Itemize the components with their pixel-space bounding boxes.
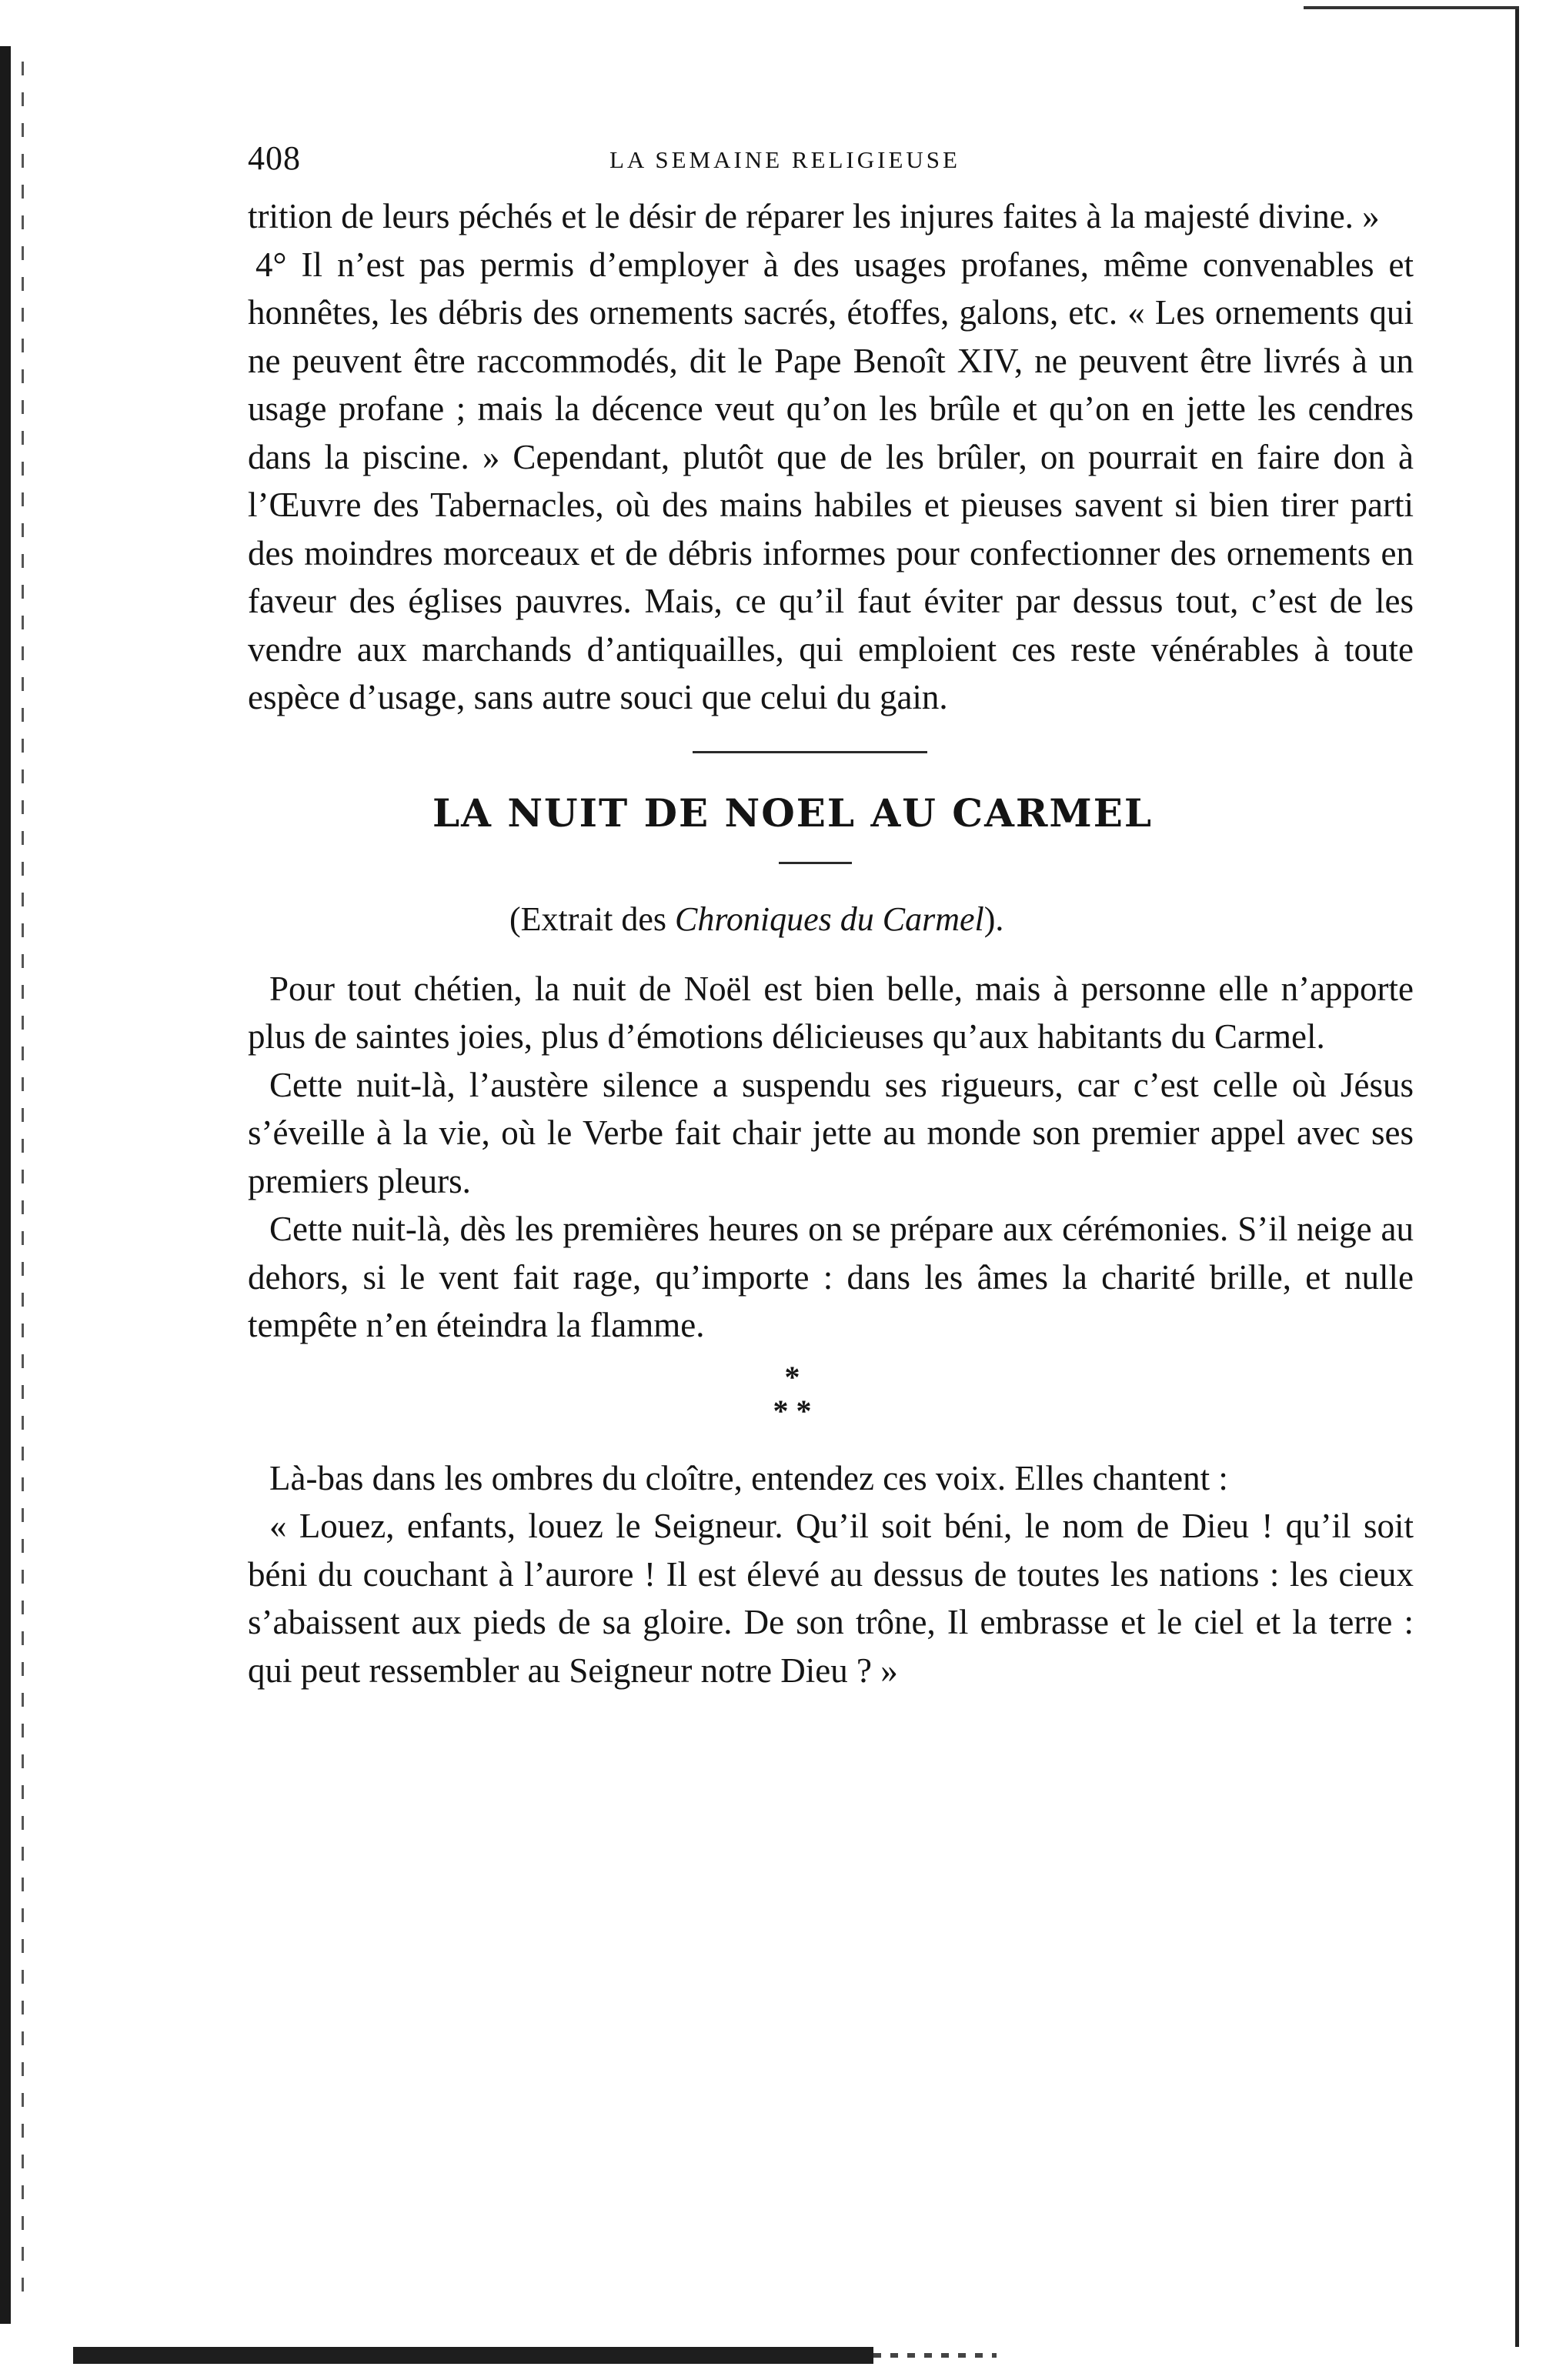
- scan-left-guide: [22, 62, 24, 2293]
- article-paragraph-3: Cette nuit-là, dès les premières heures on se prépare aux cérémonies. S’il neige au dehors, si le vent fait rage, qu’importe : dans les âmes la charité brille, et nulle tempête n’en éteindra la flamme.: [248, 1210, 1414, 1344]
- section-divider: [693, 751, 927, 753]
- article-quote: « Louez, enfants, louez le Seigneur. Qu’il soit béni, le nom de Dieu ! qu’il soit béni du couchant à l’aurore ! Il est élevé au dessus de toutes les nations : les cieux s’abaissent aux pieds de sa gloire. De son trône, Il embrasse et le ciel et la terre : qui peut ressembler au Seigneur notre Dieu ? »: [248, 1507, 1414, 1690]
- rule-paragraph-4: 4° Il n’est pas permis d’employer à des usages profanes, même convenables et honnêtes, les débris des ornements sacrés, étoffes, galons, etc. « Les ornements qui ne peuvent être raccommodés, dit le Pape Benoît XIV, ne peuvent être livrés à un usage profane ; mais la décence veut qu’on les brûle et qu’on en jette les cendres dans la piscine. » Cependant, plutôt que de les brûler, on pourrait en faire don à l’Œuvre des Tabernacles, où des mains habiles et pieuses savent si bien tirer parti des moindres morceaux et de débris informes pour confectionner des ornements en faveur des églises pauvres. Mais, ce qu’il faut éviter par dessus tout, c’est de les vendre aux marchands d’antiquailles, qui emploient ces reste vénérables à toute espèce d’usage, sans autre souci que celui du gain.: [248, 245, 1414, 716]
- scan-right-edge: [1515, 8, 1519, 2347]
- title-divider: [779, 862, 852, 864]
- subtitle-prefix: (Extrait des: [509, 900, 676, 938]
- article-title: LA NUIT DE NOEL AU CARMEL: [432, 789, 1154, 836]
- asterism: [209, 1360, 1375, 1428]
- subtitle-suffix: ).: [983, 900, 1004, 938]
- scan-top-edge: [1304, 6, 1519, 9]
- article-paragraph-4: Là-bas dans les ombres du cloître, entendez ces voix. Elles chantent :: [269, 1458, 1228, 1497]
- continued-paragraph: trition de leurs péchés et le désir de réparer les injures faites à la majesté divine. »: [248, 197, 1380, 235]
- scan-left-edge: [0, 46, 11, 2324]
- running-title: LA SEMAINE RELIGIEUSE: [609, 146, 960, 173]
- document-page: [248, 139, 1414, 1694]
- asterism-top: *: [784, 1359, 800, 1394]
- page-header: [248, 139, 1414, 192]
- article-paragraph-2: Cette nuit-là, l’austère silence a suspendu ses rigueurs, car c’est celle où Jésus s’éveille à la vie, où le Verbe fait chair jette au monde son premier appel avec ses premiers pleurs.: [248, 1065, 1414, 1200]
- page-number: 408: [248, 139, 301, 177]
- article-paragraph-1: Pour tout chétien, la nuit de Noël est bien belle, mais à personne elle n’apporte plus de saintes joies, plus d’émotions délicieuses qu’aux habitants du Carmel.: [248, 969, 1414, 1056]
- subtitle-source: Chroniques du Carmel: [675, 900, 984, 938]
- asterism-bottom: * *: [773, 1393, 812, 1428]
- article-subtitle: [509, 900, 1414, 939]
- scan-bottom-edge: [73, 2347, 873, 2364]
- scan-bottom-fade: [873, 2353, 997, 2358]
